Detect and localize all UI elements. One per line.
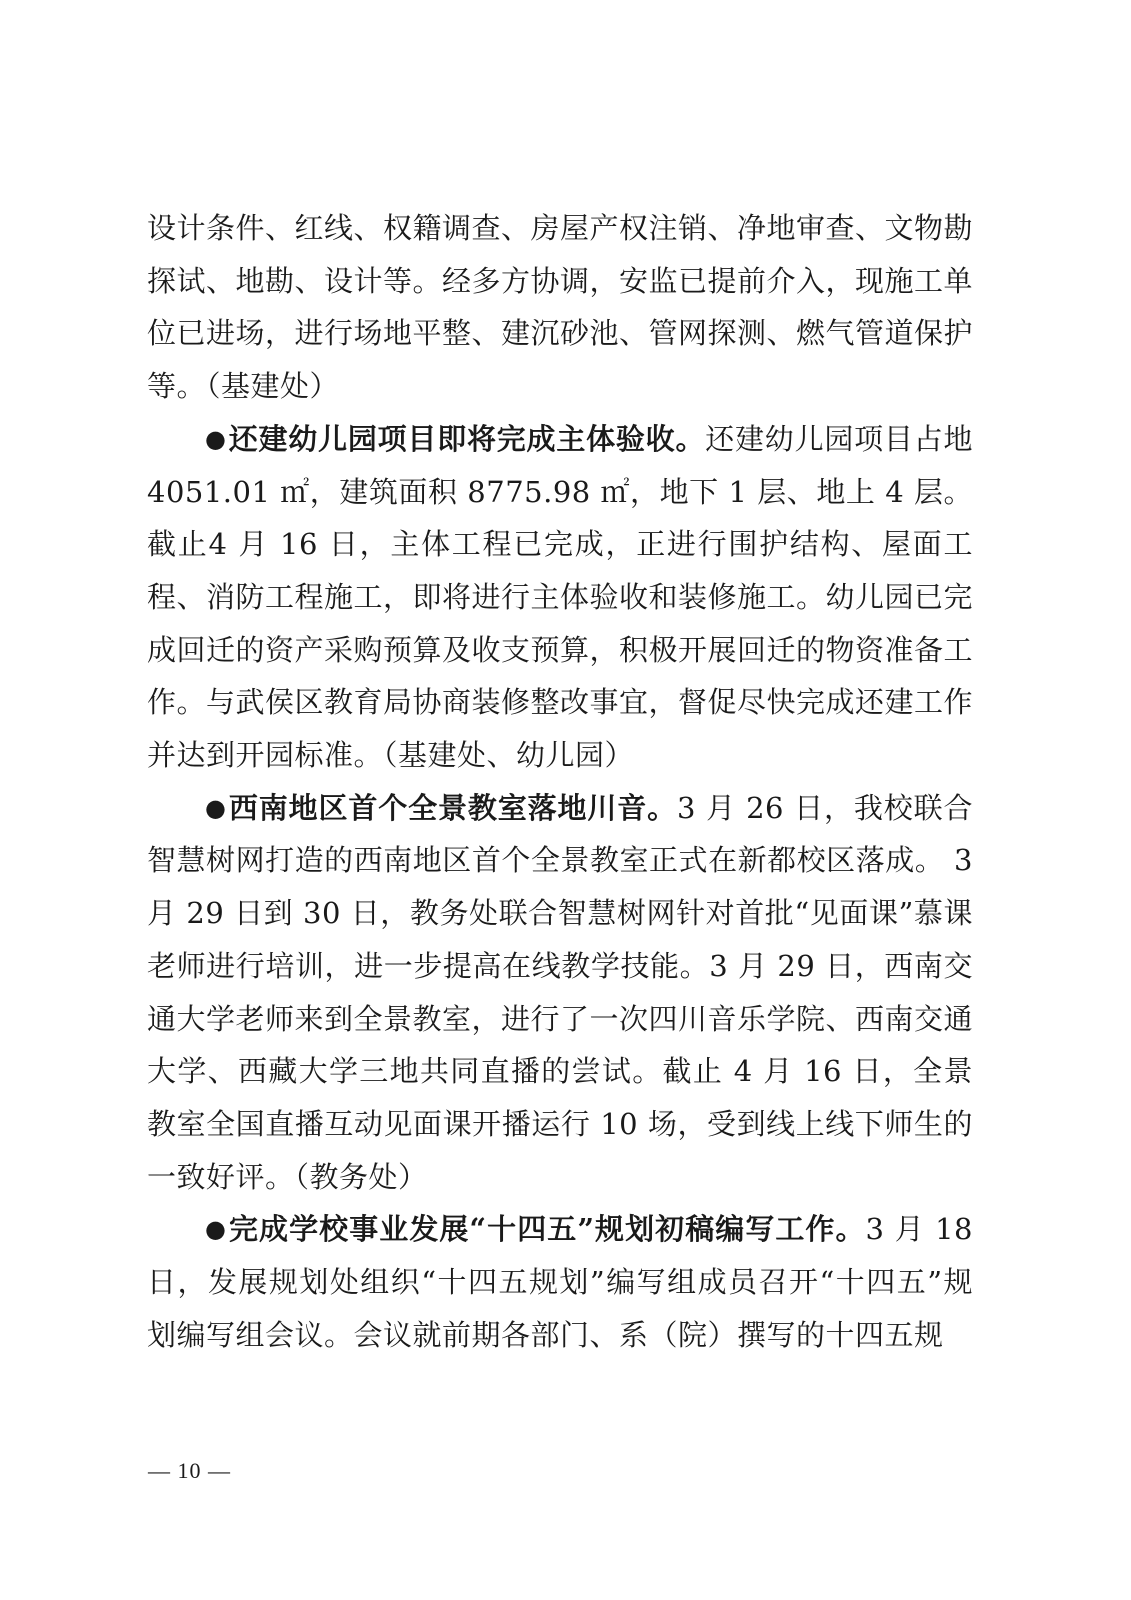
- paragraph-text: 设计条件、红线、权籍调查、房屋产权注销、净地审查、文物勘探试、地勘、设计等。经多方协调，安监已提前介入，现施工单位已进场，进行场地平整、建沉砂池、管网探测、燃气管道保护等。（基建处）: [147, 211, 974, 404]
- page-number: — 10 —: [148, 1458, 231, 1483]
- paragraph-heading: 完成学校事业发展“十四五”规划初稿编写工作。: [229, 1212, 866, 1247]
- bullet-icon: ●: [205, 424, 227, 453]
- paragraph-continuation: [147, 202, 973, 413]
- bullet-icon: ●: [205, 1215, 227, 1244]
- paragraph-panorama-classroom: [147, 782, 973, 1204]
- bullet-icon: ●: [205, 793, 227, 822]
- paragraph-kindergarten: [147, 413, 973, 782]
- paragraph-text: 还建幼儿园项目占地4051.01 ㎡，建筑面积 8775.98 ㎡，地下 1 层、地上 4 层。截止4 月 16 日，主体工程已完成，正进行围护结构、屋面工程、消防工程施工，即将进行主体验收和装修施工。幼儿园已完成回迁的资产采购预算及收支预算，积极开展回迁的物资准备工作。与武侯区教育局协商装修整改事宜，督促尽快完成还建工作并达到开园标准。（基建处、幼儿园）: [147, 421, 974, 773]
- paragraph-text: 3 月 18 日，发展规划处组织“十四五规划”编写组成员召开“十四五”规划编写组会议。会议就前期各部门、系（院）撰写的十四五规: [147, 1212, 973, 1352]
- document-body: [147, 202, 973, 1361]
- paragraph-heading: 西南地区首个全景教室落地川音。: [228, 790, 678, 825]
- paragraph-five-year-plan: [147, 1203, 973, 1361]
- paragraph-heading: 还建幼儿园项目即将完成主体验收。: [228, 421, 706, 456]
- paragraph-text: 3 月 26 日，我校联合智慧树网打造的西南地区首个全景教室正式在新都校区落成。 3 月 29 日到 30 日，教务处联合智慧树网针对首批“见面课”慕课老师进行培训，进一步提高在线教学技能。3 月 29 日，西南交通大学老师来到全景教室，进行了一次四川音乐学院、西南交通大学、西藏大学三地共同直播的尝试。截止 4 月 16 日，全景教室全国直播互动见面课开播运行 10 场，受到线上线下师生的一致好评。（教务处）: [147, 790, 974, 1194]
